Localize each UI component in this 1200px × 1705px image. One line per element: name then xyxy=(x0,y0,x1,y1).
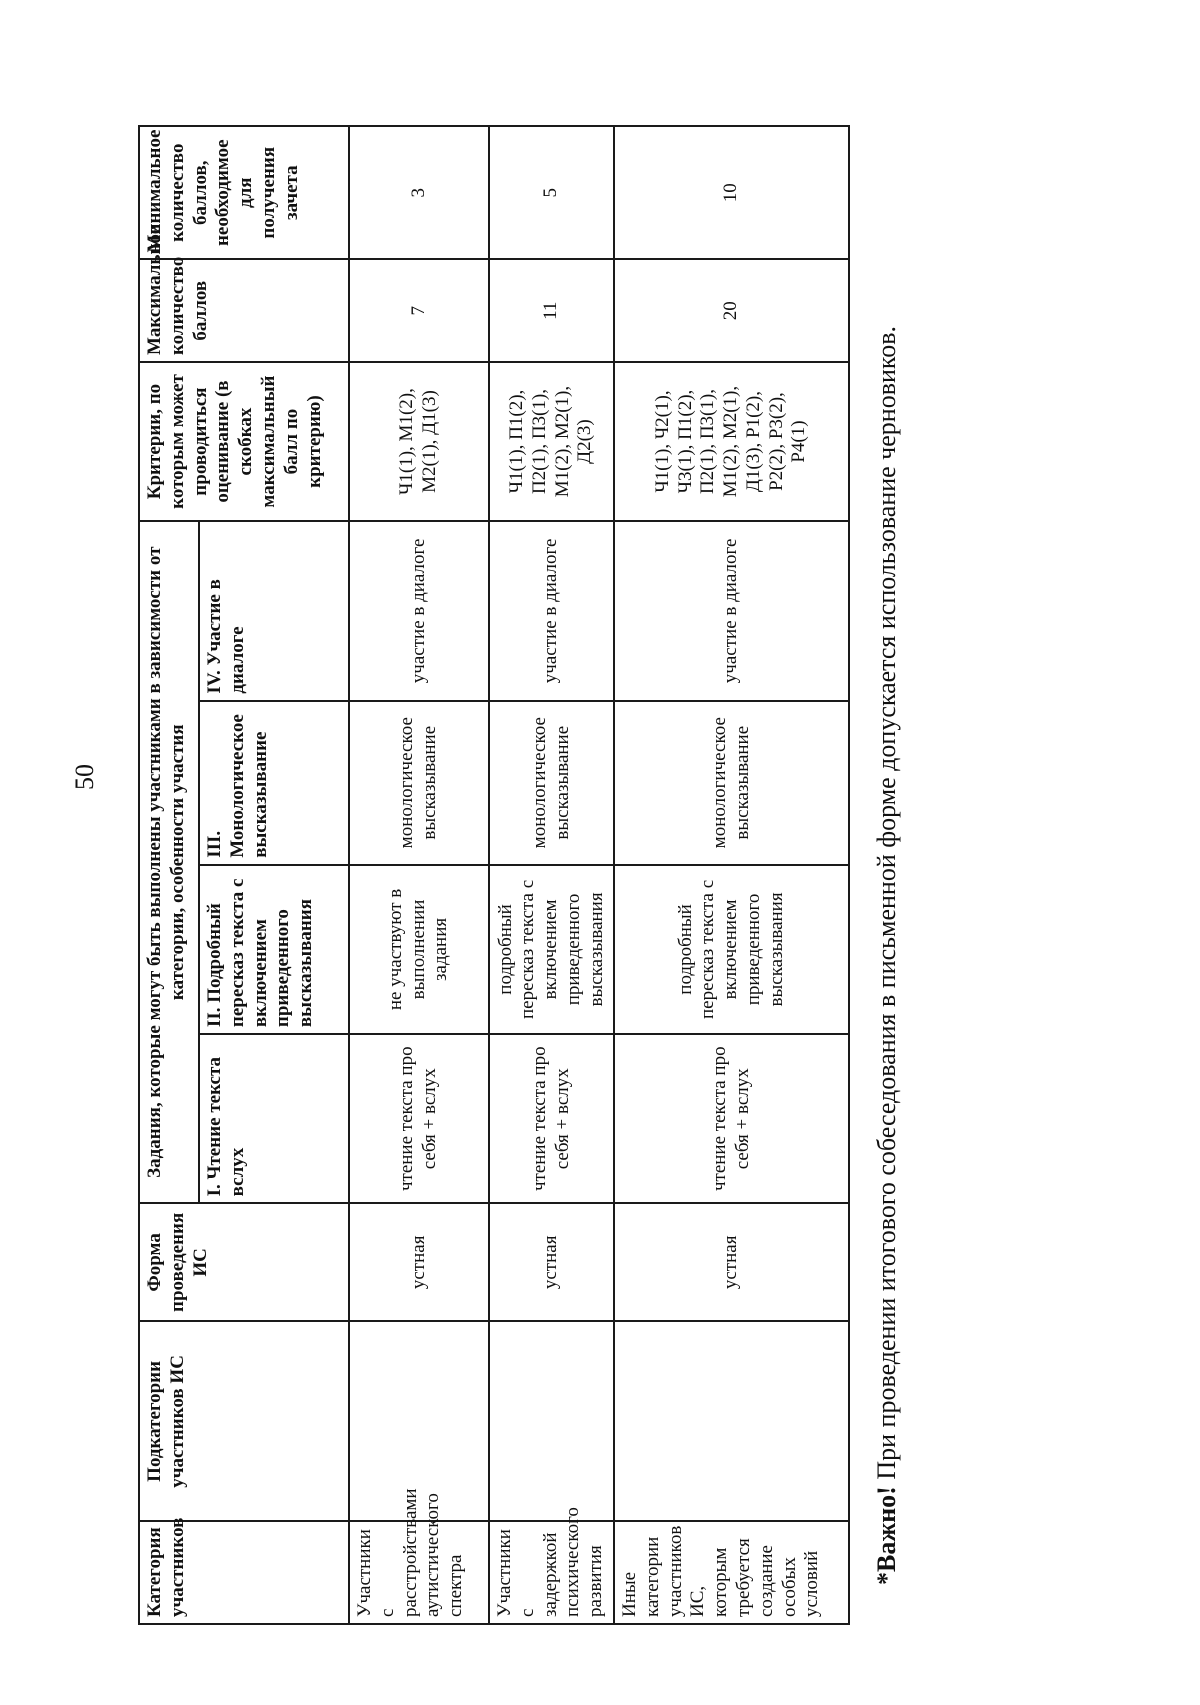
header-tasks-group: Задания, которые могут быть выполнены участниками в зависимости от категории, особенности участия xyxy=(139,521,199,1203)
cell-min-score: 10 xyxy=(614,126,849,259)
cell-task-4: участие в диалоге xyxy=(489,521,614,701)
header-subcategory: Подкатегории участников ИС xyxy=(139,1321,349,1521)
assessment-table xyxy=(138,125,850,1625)
important-note xyxy=(872,326,902,1585)
cell-task-2: подробный пересказ текста с включением приведенного высказывания xyxy=(489,865,614,1034)
cell-max-score: 7 xyxy=(349,259,489,362)
header-form: Форма проведения ИС xyxy=(139,1203,349,1321)
cell-task-4: участие в диалоге xyxy=(614,521,849,701)
note-text: При проведении итогового собеседования в письменной форме допускается использование черновиков. xyxy=(872,326,901,1487)
cell-category: Участники с расстройствами аутистического спектра xyxy=(349,1521,489,1624)
cell-task-1: чтение текста про себя + вслух xyxy=(489,1034,614,1203)
cell-max-score: 11 xyxy=(489,259,614,362)
cell-task-4: участие в диалоге xyxy=(349,521,489,701)
header-criteria: Критерии, по которым может проводиться оценивание (в скобках максимальный балл по критерию) xyxy=(139,362,349,521)
cell-form: устная xyxy=(349,1203,489,1321)
header-task-1: I. Чтение текста вслух xyxy=(199,1034,349,1203)
cell-form: устная xyxy=(614,1203,849,1321)
table-row xyxy=(349,126,489,1624)
table-row xyxy=(489,126,614,1624)
cell-category: Участники с задержкой психического развития xyxy=(489,1521,614,1624)
header-task-4: IV. Участие в диалоге xyxy=(199,521,349,701)
cell-min-score: 3 xyxy=(349,126,489,259)
cell-max-score: 20 xyxy=(614,259,849,362)
cell-subcategory xyxy=(614,1321,849,1521)
header-min-score: Минимальное количество баллов, необходимое для получения зачета xyxy=(139,126,349,259)
cell-task-2: подробный пересказ текста с включением приведенного высказывания xyxy=(614,865,849,1034)
rotated-sheet xyxy=(120,90,960,1625)
page-number: 50 xyxy=(70,764,99,790)
header-max-score: Максимальное количество баллов xyxy=(139,259,349,362)
cell-form: устная xyxy=(489,1203,614,1321)
table-row xyxy=(614,126,849,1624)
cell-subcategory xyxy=(489,1321,614,1521)
cell-criteria: Ч1(1), П1(2), П2(1), П3(1), М1(2), М2(1), Д2(3) xyxy=(489,362,614,521)
header-task-2: II. Подробный пересказ текста с включением приведенного высказывания xyxy=(199,865,349,1034)
cell-task-3: монологическое высказывание xyxy=(349,701,489,865)
header-task-3: III. Монологическое высказывание xyxy=(199,701,349,865)
cell-criteria: Ч1(1), М1(2), М2(1), Д1(3) xyxy=(349,362,489,521)
cell-task-3: монологическое высказывание xyxy=(489,701,614,865)
cell-category: Иные категории участников ИС, которым требуется создание особых условий xyxy=(614,1521,849,1624)
cell-task-1: чтение текста про себя + вслух xyxy=(614,1034,849,1203)
cell-criteria: Ч1(1), Ч2(1), Ч3(1), П1(2), П2(1), П3(1), М1(2), М2(1), Д1(3), Р1(2), Р2(2), Р3(2), Р4(1) xyxy=(614,362,849,521)
cell-task-2: не участвуют в выполнении задания xyxy=(349,865,489,1034)
cell-min-score: 5 xyxy=(489,126,614,259)
header-category: Категория участников xyxy=(139,1521,349,1624)
cell-task-1: чтение текста про себя + вслух xyxy=(349,1034,489,1203)
note-prefix: *Важно! xyxy=(872,1486,901,1585)
cell-task-3: монологическое высказывание xyxy=(614,701,849,865)
